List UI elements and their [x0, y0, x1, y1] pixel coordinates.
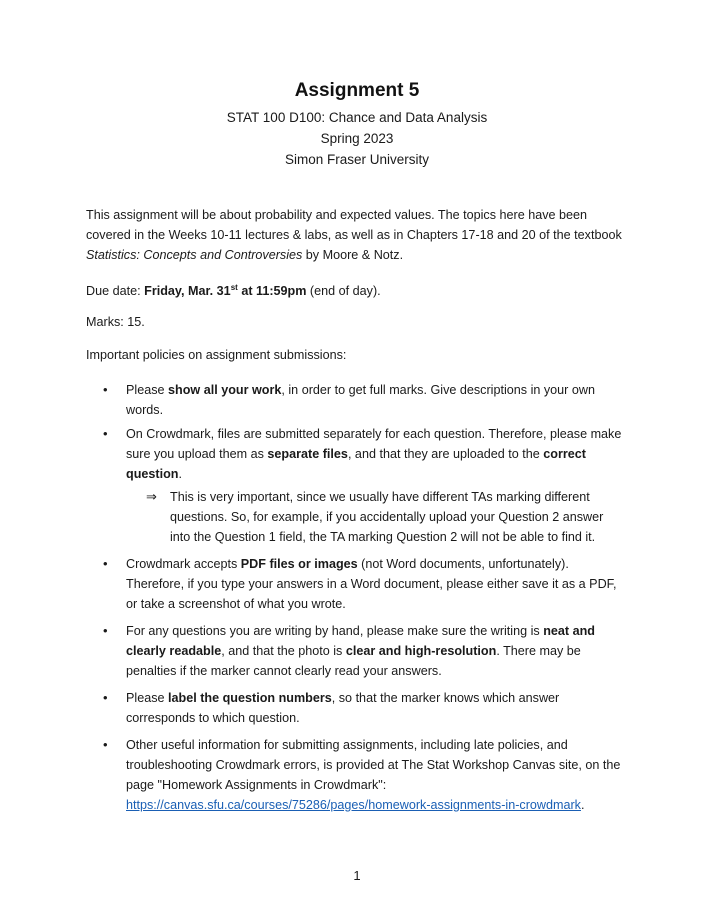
university: Simon Fraser University — [284, 152, 430, 167]
due-date-paragraph — [86, 278, 626, 301]
assignment-title: Assignment 5 — [294, 80, 420, 101]
right-arrow-icon: ⇒ — [146, 489, 157, 504]
due-time: at 11:59pm — [237, 284, 307, 299]
bullet-icon: • — [103, 426, 108, 441]
due-note: (end of day). — [306, 284, 381, 299]
due-label: Due date: — [86, 284, 145, 299]
crowdmark-help-link[interactable]: https://canvas.sfu.ca/courses/75286/pages/homework-assignments-in-crowdmark — [126, 798, 581, 812]
intro-paragraph — [86, 205, 626, 265]
bullet-icon: • — [103, 690, 108, 705]
policies-heading: Important policies on assignment submissions: — [86, 348, 347, 362]
intro-text-end: by Moore & Notz. — [302, 248, 404, 262]
course-name: STAT 100 D100: Chance and Data Analysis — [226, 110, 488, 125]
term: Spring 2023 — [320, 131, 394, 146]
bullet-icon: • — [103, 623, 108, 638]
bullet-icon: • — [103, 382, 108, 397]
bullet-icon: • — [103, 556, 108, 571]
due-date-suffix: st — [230, 283, 238, 292]
page-number: 1 — [353, 868, 361, 883]
textbook-title: Statistics: Concepts and Controversies — [86, 248, 303, 262]
due-date: Friday, Mar. 31 — [144, 284, 231, 299]
document-page: Assignment 5 STAT 100 D100: Chance and Data Analysis Spring 2023 Simon Fraser University This assignment will be about probability and expected values. The topics here have been covered in the Weeks 10-11 lectures & labs, as well as in Chapters 17-18 and 20 of the textbook Statistics: Concepts and Controversies by Moore & Notz. Due date: Friday, Mar. 31st at 11:59pm (end of day). Marks: 15. Important policies on assignment submissions: • Please show all your work, in order to get full marks. Give descriptions in your own words. • On Crowdmark, files are submitted separately for each question. Therefore, please make sure you upload them as separate files, and that they are uploaded to the correct question. ⇒ This is very important, since we usually have different TAs marking different questions. So, for example, if you accidentally upload your Question 2 answer into the Question 1 field, the TA marking Question 2 will not be able to find it. • Crowdmark accepts PDF files or images (not Word documents, unfortunately). Therefore, if you type your answers in a Word document, please either save it as a PDF, or take a screenshot of what you wrote. • For any questions you are writing by hand, please make sure the writing is neat and clearly readable, and that the photo is clear and high-resolution. There may be penalties if the marker cannot clearly read your answers. • Please label the question numbers, so that the marker knows which answer corresponds to which question. • Other useful information for submitting assignments, including late policies, and troubleshooting Crowdmark errors, is provided at The Stat Workshop Canvas site, on the page "Homework Assignments in Crowdmark": https://canvas.sfu.ca/courses/75286/pages/homework-assignments-in-crowdmark. 1 — [0, 0, 714, 918]
intro-text: This assignment will be about probability and expected values. The topics here have been covered in the Weeks 10-11 lectures & labs, as well as in Chapters 17-18 and 20 of the textbook — [86, 208, 622, 242]
bullet-icon: • — [103, 737, 108, 752]
marks: Marks: 15. — [86, 315, 145, 329]
